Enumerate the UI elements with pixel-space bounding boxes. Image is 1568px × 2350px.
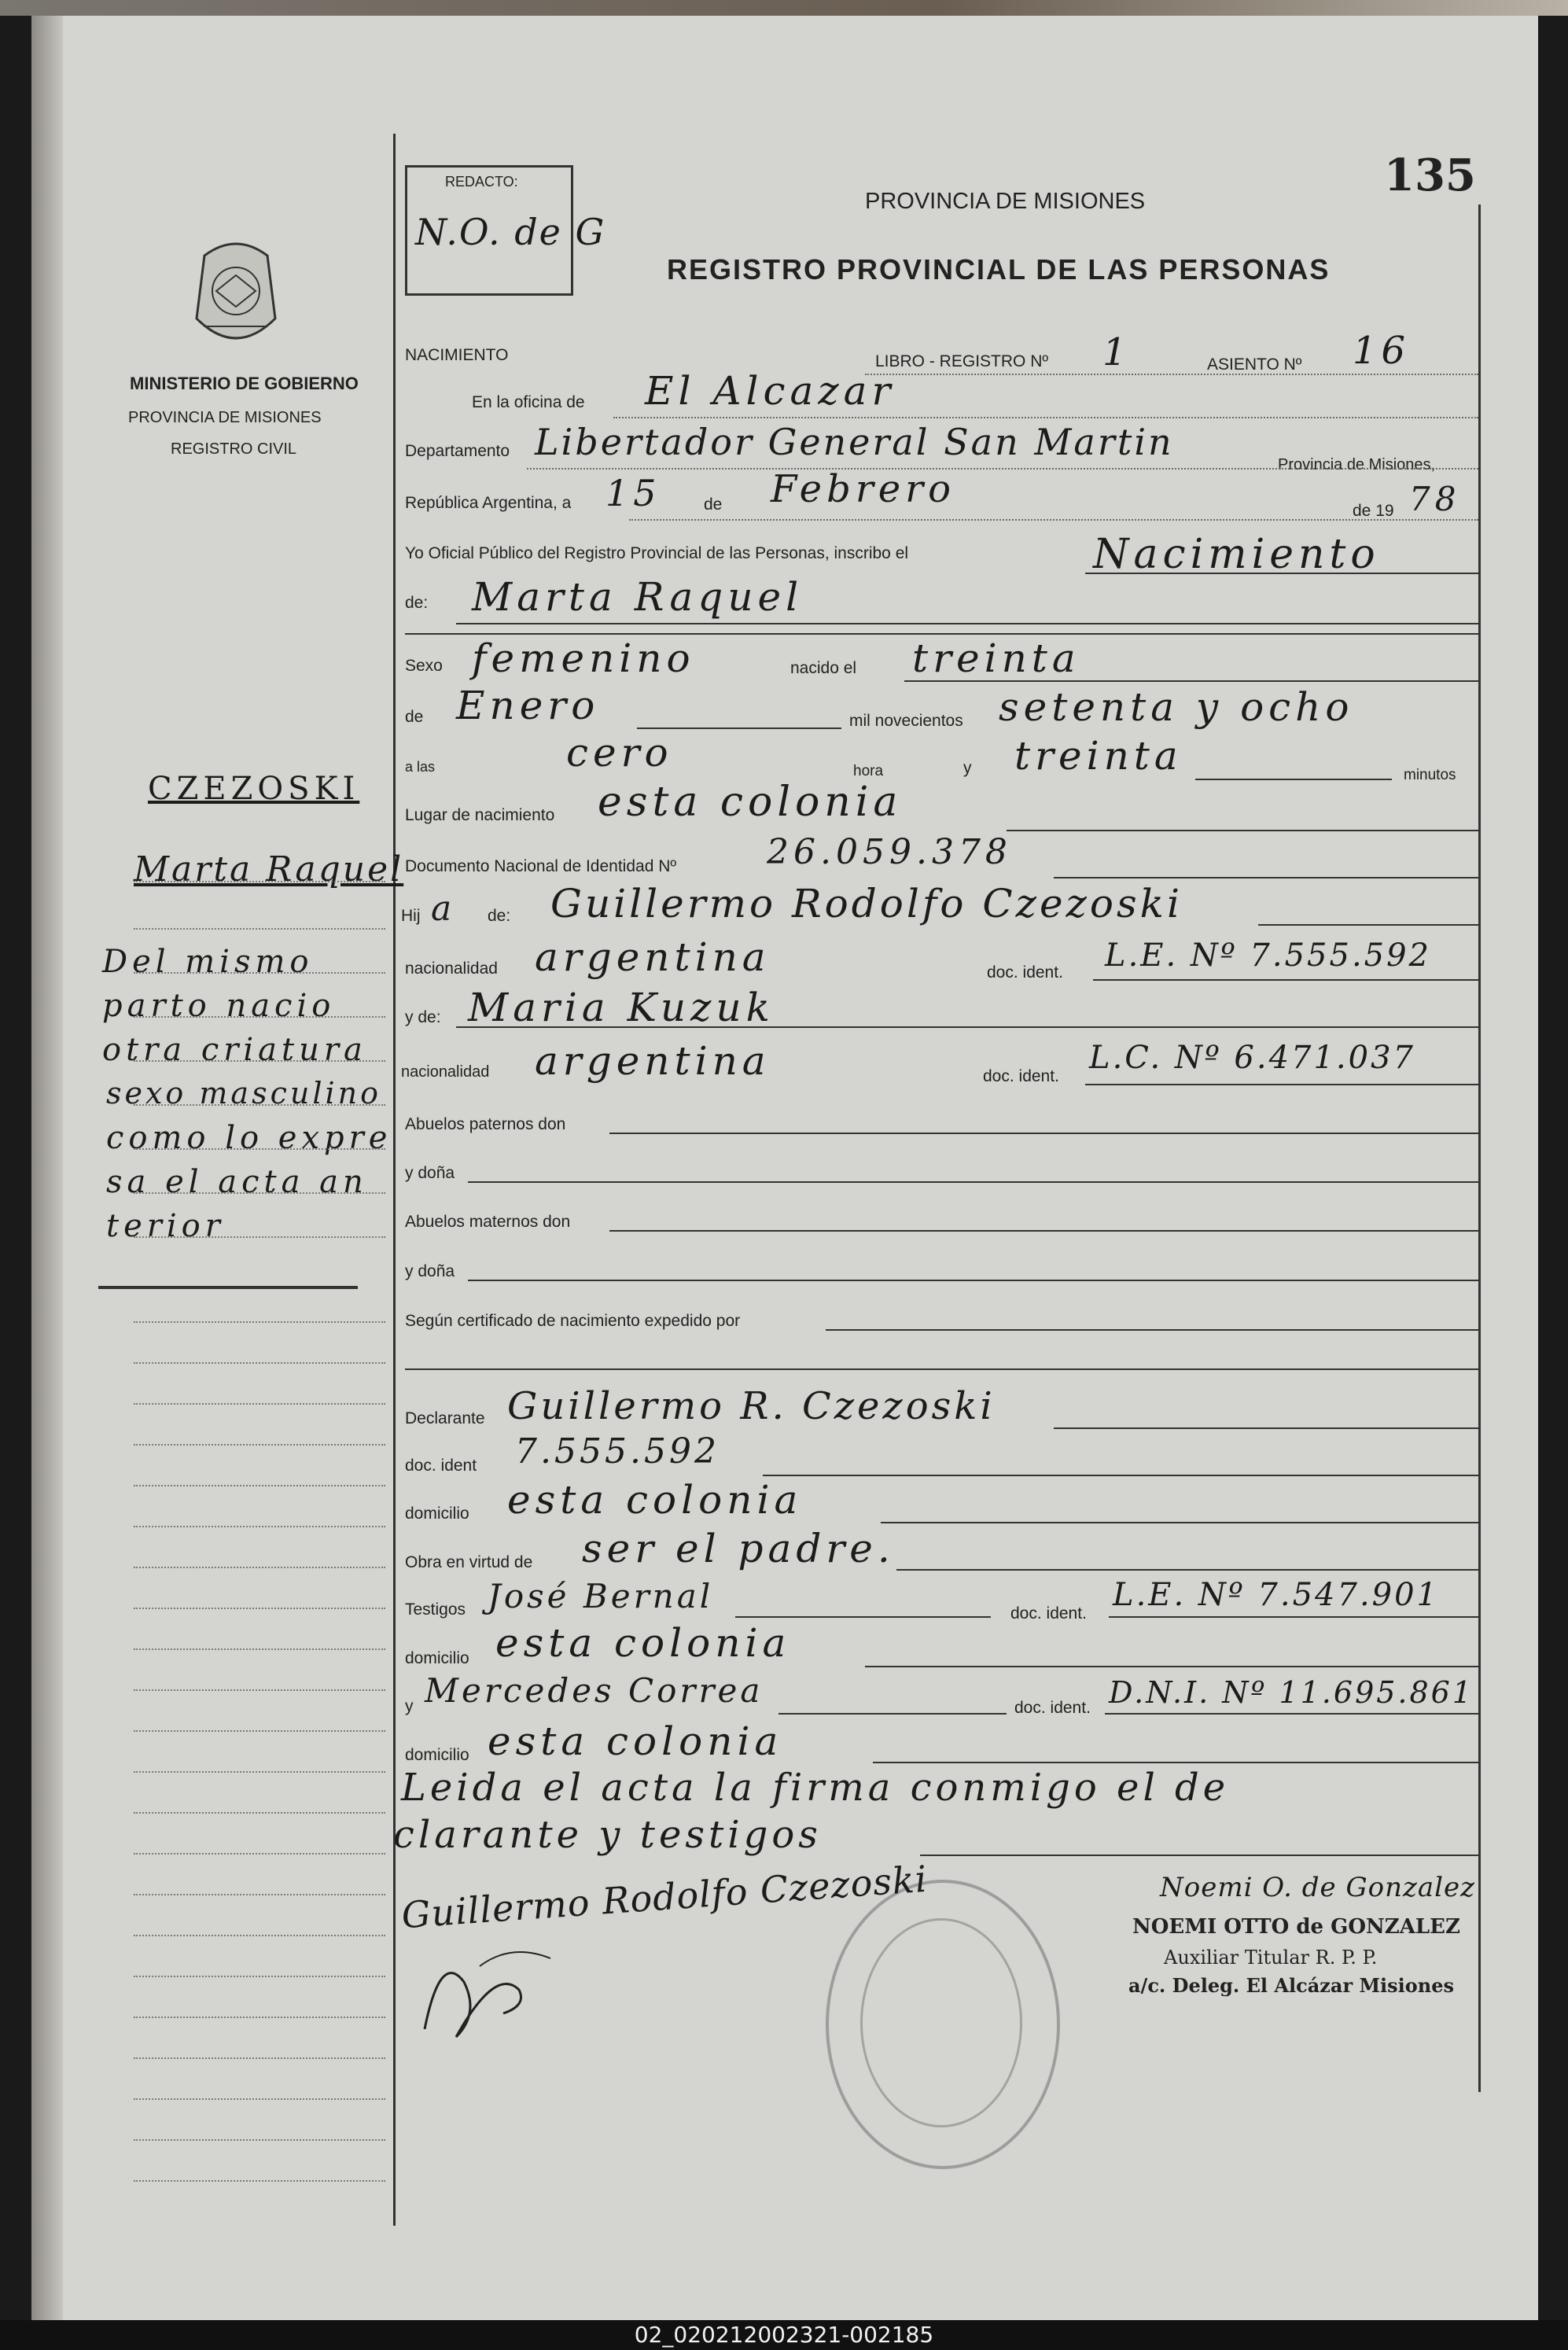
registry-page (31, 16, 1538, 2320)
declarante-signature: Guillermo Rodolfo Czezoski (399, 1857, 929, 1937)
ministry-line1: MINISTERIO DE GOBIERNO (130, 374, 359, 393)
segun-label: Según certificado de nacimiento expedido por (405, 1312, 741, 1330)
oficial-label: Yo Oficial Público del Registro Provincial de las Personas, inscribo el (405, 544, 909, 562)
minutos-label: minutos (1404, 767, 1456, 783)
margin-note-line: parto nacio (102, 988, 336, 1024)
oficina-label: En la oficina de (472, 393, 585, 411)
margin-given-names: Marta Raquel (134, 849, 404, 890)
madre-doc-value: L.C. Nº 6.471.037 (1089, 1040, 1415, 1076)
docident4-label: doc. ident. (1010, 1604, 1087, 1623)
padre-nac-value: argentina (535, 934, 771, 980)
official-office: a/c. Deleg. El Alcázar Misiones (1128, 1974, 1454, 1997)
seal-inner-ring (860, 1918, 1022, 2127)
dni-value: 26.059.378 (767, 832, 1012, 872)
y-label: y (963, 759, 972, 777)
hij-suffix: a (431, 889, 457, 929)
obra-value: ser el padre. (582, 1526, 895, 1571)
book-binding (31, 16, 63, 2320)
official-round-seal (826, 1880, 1060, 2169)
departamento-value: Libertador General San Martin (535, 421, 1174, 463)
margin-note-line: sa el acta an (106, 1164, 368, 1200)
de3-label: de (405, 708, 424, 726)
book-top-edge (0, 0, 1568, 16)
abuelos-mat-label: Abuelos maternos don (405, 1213, 571, 1231)
month-value: Febrero (771, 467, 956, 511)
official-signature: Noemi O. de Gonzalez (1160, 1872, 1476, 1903)
oficina-value: El Alcazar (645, 368, 896, 414)
docident-label: doc. ident. (987, 963, 1063, 982)
dni-label: Documento Nacional de Identidad Nº (405, 857, 677, 875)
docident5-label: doc. ident. (1014, 1699, 1091, 1717)
madre-value: Maria Kuzuk (468, 985, 775, 1030)
abuelos-pat-label: Abuelos paternos don (405, 1115, 566, 1133)
record-type-label: NACIMIENTO (405, 346, 509, 364)
margin-surname: CZEZOSKI (148, 771, 360, 807)
page-number: 135 (1384, 149, 1476, 201)
official-role: Auxiliar Titular R. P. P. (1164, 1947, 1378, 1969)
redacto-value: N.O. de G (415, 211, 606, 253)
minutos-value: treinta (1014, 733, 1183, 779)
mil-label: mil novecientos (849, 712, 963, 730)
padre-doc-value: L.E. Nº 7.555.592 (1105, 937, 1432, 974)
witness-signature (409, 1935, 566, 2045)
margin-note-line: sexo masculino (106, 1076, 381, 1111)
sexo-label: Sexo (405, 657, 443, 675)
padre-value: Guillermo Rodolfo Czezoski (550, 881, 1183, 926)
y2-label: y (405, 1697, 414, 1715)
declarante-label: Declarante (405, 1409, 485, 1427)
redacto-label: REDACTO: (445, 174, 518, 190)
de2-label: de: (405, 594, 429, 612)
ydona2-label: y doña (405, 1262, 455, 1280)
departamento-label: Departamento (405, 442, 510, 460)
ministry-line2: PROVINCIA DE MISIONES (128, 409, 322, 426)
left-rule (393, 134, 396, 2226)
domicilio-label: domicilio (405, 1505, 469, 1523)
declarante-dom-value: esta colonia (507, 1477, 803, 1523)
leida-line1: Leida el acta la firma conmigo el de (401, 1766, 1230, 1810)
nacido-label: nacido el (790, 659, 857, 677)
margin-end-line (98, 1286, 358, 1289)
provincial-seal-logo (189, 232, 283, 358)
libro-label: LIBRO - REGISTRO Nº (875, 352, 1049, 370)
asiento-label: ASIENTO Nº (1207, 355, 1302, 374)
registry-title: REGISTRO PROVINCIAL DE LAS PERSONAS (667, 253, 1331, 285)
declarante-value: Guillermo R. Czezoski (507, 1384, 996, 1428)
ydona-label: y doña (405, 1164, 455, 1182)
domicilio2-label: domicilio (405, 1649, 469, 1667)
domicilio3-label: domicilio (405, 1746, 469, 1764)
testigo2-dom-value: esta colonia (488, 1718, 783, 1764)
mes-value: Enero (456, 683, 600, 728)
obra-label: Obra en virtud de (405, 1553, 533, 1571)
official-name: NOEMI OTTO de GONZALEZ (1132, 1915, 1460, 1939)
asiento-value: 16 (1353, 329, 1411, 373)
hij-label: Hij (401, 907, 421, 925)
madre-nac-value: argentina (535, 1038, 771, 1084)
image-id-caption: 02_020212002321-002185 (0, 2320, 1568, 2350)
province-title: PROVINCIA DE MISIONES (865, 189, 1146, 214)
lugar-label: Lugar de nacimiento (405, 806, 555, 824)
year-value: 78 (1409, 480, 1461, 518)
provincia-label: Provincia de Misiones, (1278, 456, 1436, 473)
redacto-box (405, 165, 606, 296)
nac2-label: nacionalidad (401, 1063, 490, 1081)
hora-value: cero (566, 730, 673, 775)
testigo1-doc-value: L.E. Nº 7.547.901 (1113, 1577, 1440, 1613)
margin-note-line: terior (106, 1208, 225, 1244)
margin-note-line: Del mismo (102, 944, 314, 980)
alas-label: a las (405, 759, 436, 775)
docident2-label: doc. ident. (983, 1067, 1059, 1085)
inscribo-value: Nacimiento (1093, 531, 1380, 578)
testigo1-dom-value: esta colonia (495, 1620, 791, 1666)
testigo2-value: Mercedes Correa (425, 1671, 764, 1710)
day-value: 15 (605, 472, 661, 514)
nac-label: nacionalidad (405, 960, 498, 978)
de4-label: de: (488, 907, 511, 925)
libro-value: 1 (1102, 330, 1132, 374)
testigo2-doc-value: D.N.I. Nº 11.695.861 (1109, 1675, 1474, 1710)
leida-line2: clarante y testigos (393, 1813, 822, 1857)
hora-label: hora (853, 763, 884, 779)
declarante-doc-value: 7.555.592 (515, 1431, 720, 1472)
lugar-value: esta colonia (598, 779, 903, 826)
ministry-line3: REGISTRO CIVIL (171, 440, 297, 458)
docident3-label: doc. ident (405, 1457, 477, 1475)
right-rule (1478, 204, 1481, 2092)
year-label: de 19 (1353, 502, 1394, 520)
sexo-value: femenino (472, 635, 695, 681)
margin-note-line: como lo expre (106, 1120, 392, 1156)
nacido-value: treinta (912, 635, 1080, 681)
republica-label: República Argentina, a (405, 494, 572, 512)
mil-value: setenta y ocho (999, 684, 1354, 730)
de-label: de (704, 495, 723, 514)
nombre-value: Marta Raquel (472, 574, 804, 620)
yde-label: y de: (405, 1008, 441, 1026)
margin-note-line: otra criatura (102, 1032, 367, 1068)
testigos-label: Testigos (405, 1600, 466, 1619)
testigo1-value: José Bernal (488, 1577, 714, 1615)
